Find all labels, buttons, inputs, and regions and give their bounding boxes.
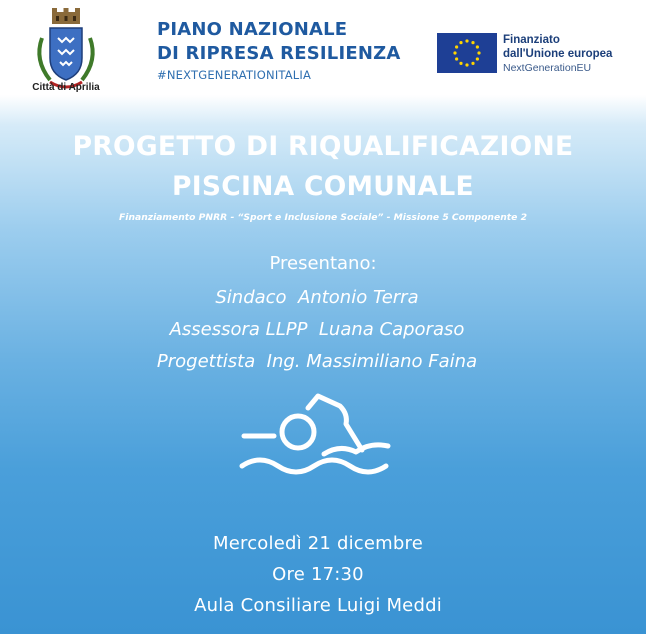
eu-star-icon [471, 41, 474, 44]
eu-flag-icon [437, 33, 497, 73]
swimmer-icon [236, 390, 402, 480]
eu-nextgeneration-label: NextGenerationEU [503, 62, 592, 74]
eu-star-icon [471, 62, 474, 65]
presenter-assessor: Assessora LLPP Luana Caporaso [169, 319, 465, 340]
eu-star-icon [476, 45, 479, 48]
eu-star-icon [465, 63, 468, 66]
pnrr-title-line1: PIANO NAZIONALE [157, 19, 348, 40]
event-location: Aula Consiliare Luigi Meddi [194, 595, 442, 616]
event-date: Mercoledì 21 dicembre [212, 533, 423, 554]
eu-star-icon [455, 45, 458, 48]
eu-star-icon [453, 51, 456, 54]
eu-funding-label [503, 33, 612, 76]
pnrr-block [157, 18, 401, 82]
project-title-line1: PROGETTO DI RIQUALIFICAZIONE [72, 131, 574, 162]
project-title-line2: PISCINA COMUNALE [172, 171, 474, 202]
eu-star-icon [465, 39, 468, 42]
eu-star-icon [459, 62, 462, 65]
event-time: Ore 17:30 [272, 564, 364, 585]
pnrr-hashtag: #NEXTGENERATIONITALIA [157, 68, 312, 82]
presenter-mayor: Sindaco Antonio Terra [215, 287, 419, 308]
eu-star-icon [476, 57, 479, 60]
eu-star-icon [477, 51, 480, 54]
eu-star-icon [455, 57, 458, 60]
pnrr-title-line2: DI RIPRESA RESILIENZA [157, 43, 401, 64]
funding-subtitle: Finanziamento PNRR - “Sport e Inclusione Sociale” - Missione 5 Componente 2 [119, 212, 527, 223]
presentano-label: Presentano: [269, 253, 377, 274]
eu-funding-line2: dall'Unione europea [503, 48, 613, 60]
city-name: Città di Aprilia [32, 82, 100, 93]
eu-funding-line1: Finanziato [503, 34, 560, 46]
presenter-designer: Progettista Ing. Massimiliano Faina [156, 351, 478, 372]
eu-star-icon [459, 41, 462, 44]
